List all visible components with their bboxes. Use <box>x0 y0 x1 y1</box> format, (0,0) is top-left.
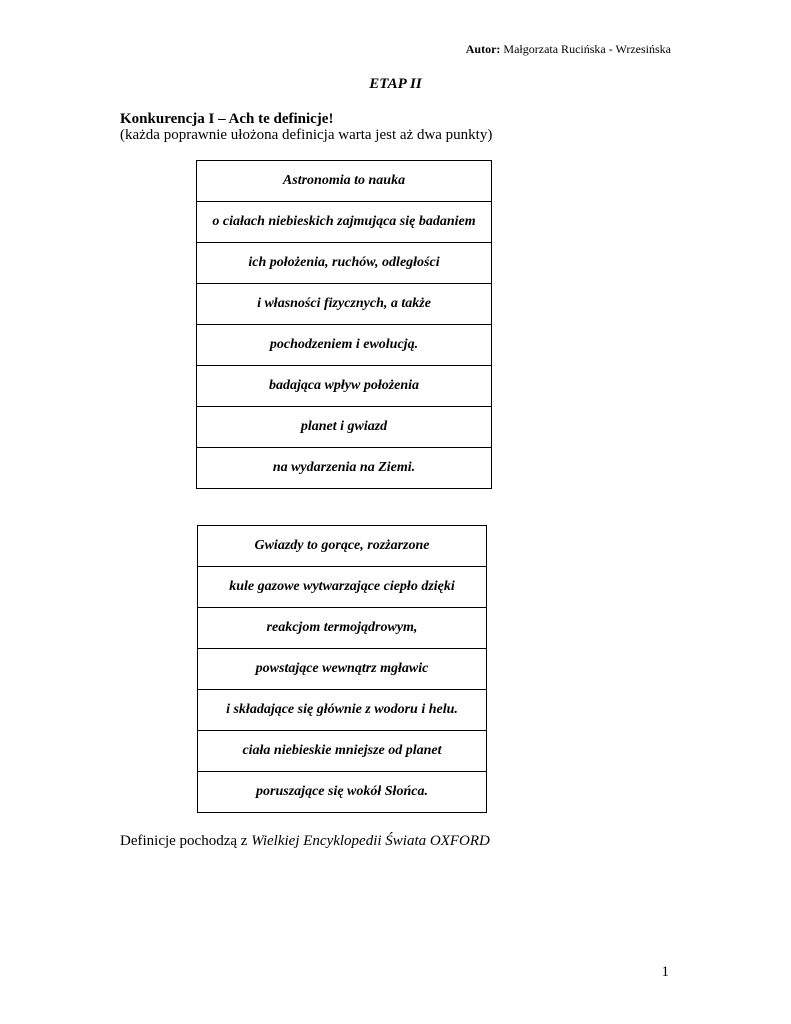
table-row <box>198 690 487 731</box>
definition-cell: Astronomia to nauka <box>197 161 492 202</box>
footnote-prefix: Definicje pochodzą z <box>120 833 252 849</box>
table-row <box>198 731 487 772</box>
definition-cell: i składające się głównie z wodoru i helu. <box>198 690 487 731</box>
definition-cell: ciała niebieskie mniejsze od planet <box>198 731 487 772</box>
table-row <box>197 448 492 489</box>
definition-cell: powstające wewnątrz mgławic <box>198 649 487 690</box>
table-row <box>198 772 487 813</box>
stage-title: ETAP II <box>369 76 422 92</box>
definition-cell: i własności fizycznych, a także <box>197 284 492 325</box>
definition-cell: poruszające się wokół Słońca. <box>198 772 487 813</box>
page-number: 1 <box>661 964 669 980</box>
definition-cell: reakcjom termojądrowym, <box>198 608 487 649</box>
author-label: Autor: <box>465 42 501 56</box>
author-name: Małgorzata Rucińska - Wrzesińska <box>503 42 671 56</box>
competition-subtitle: (każda poprawnie ułożona definicja warta jest aż dwa punkty) <box>120 127 493 143</box>
definition-cell: Gwiazdy to gorące, rozżarzone <box>198 526 487 567</box>
definition-cell: planet i gwiazd <box>197 407 492 448</box>
table-row <box>197 366 492 407</box>
definition-cell: o ciałach niebieskich zajmująca się badaniem <box>197 202 492 243</box>
table-row <box>198 608 487 649</box>
table-row <box>197 407 492 448</box>
footnote-source: Wielkiej Encyklopedii Świata OXFORD <box>251 833 490 849</box>
definition-cell: badająca wpływ położenia <box>197 366 492 407</box>
definition-cell: kule gazowe wytwarzające ciepło dzięki <box>198 567 487 608</box>
competition-title: Konkurencja I – Ach te definicje! <box>120 111 334 127</box>
definition-cell: na wydarzenia na Ziemi. <box>197 448 492 489</box>
table-row <box>197 161 492 202</box>
definition-table-stars <box>197 525 487 813</box>
definition-table-astronomy <box>196 160 492 489</box>
table-row <box>197 243 492 284</box>
definition-cell: ich położenia, ruchów, odległości <box>197 243 492 284</box>
table-row <box>197 325 492 366</box>
author-line <box>466 42 671 57</box>
table-row <box>197 284 492 325</box>
table-row <box>198 649 487 690</box>
definition-cell: pochodzeniem i ewolucją. <box>197 325 492 366</box>
table-row <box>197 202 492 243</box>
table-row <box>198 567 487 608</box>
table-row <box>198 526 487 567</box>
source-footnote <box>120 833 490 850</box>
